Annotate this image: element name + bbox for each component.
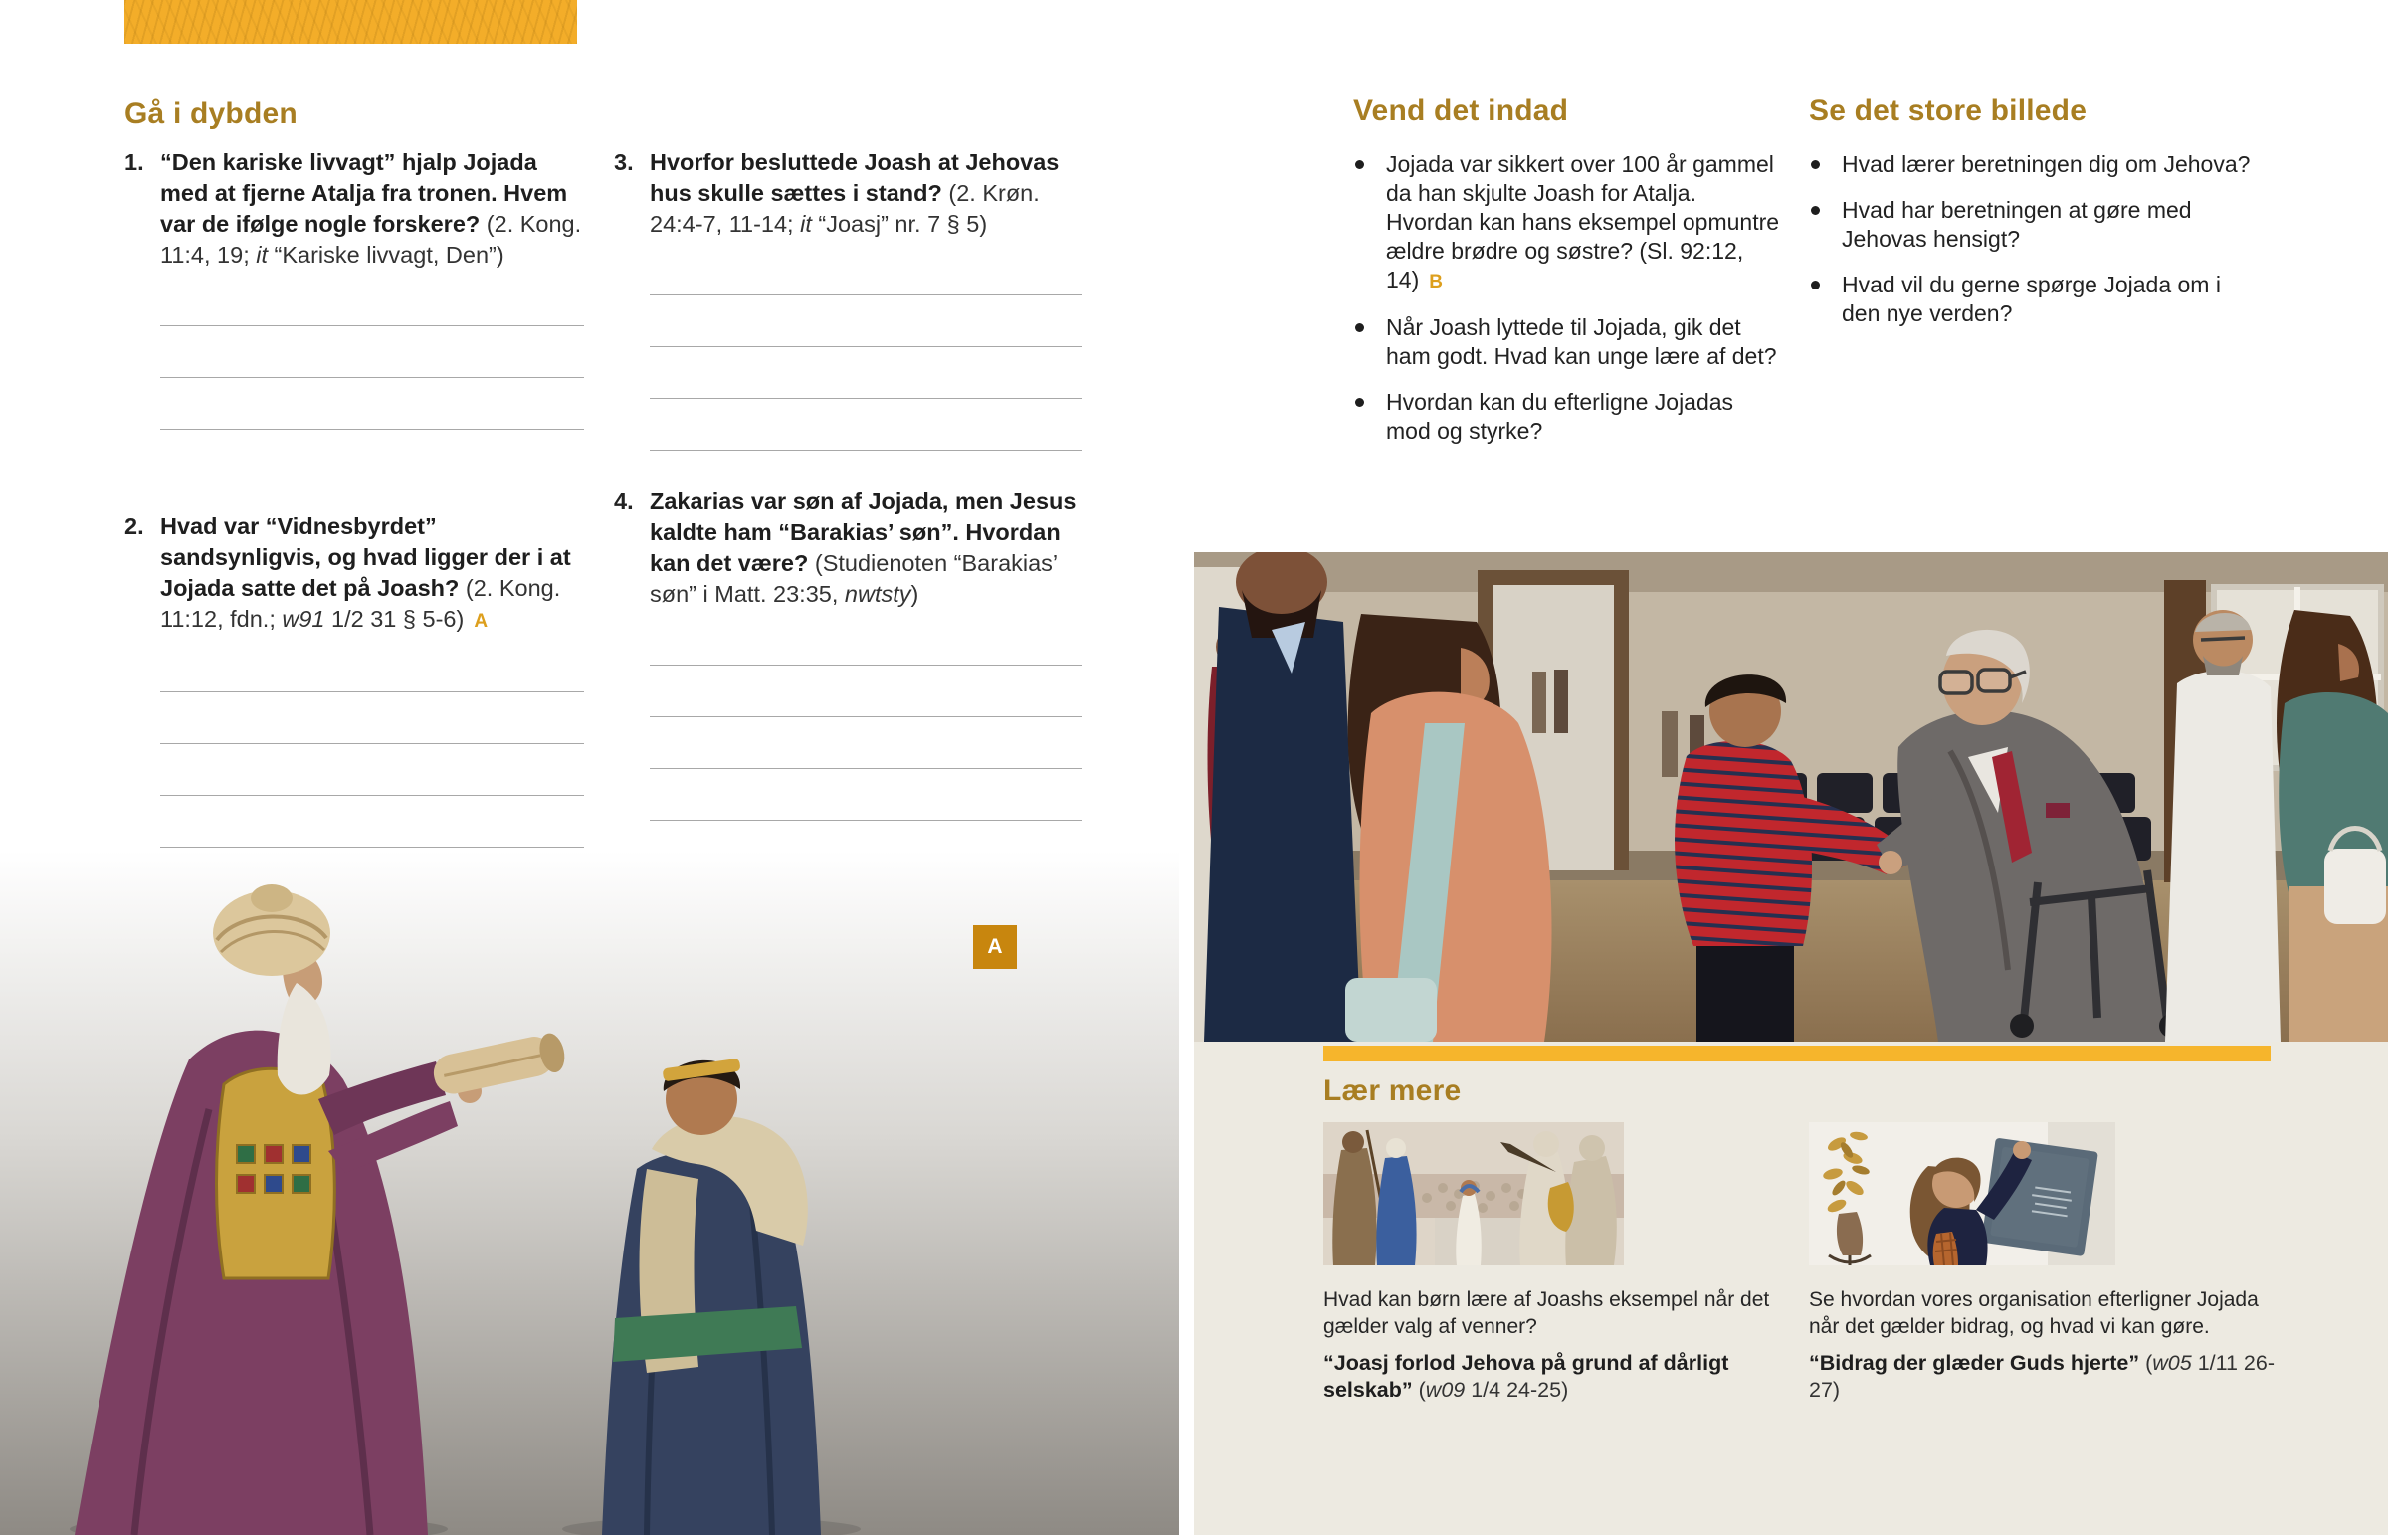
card-description: Hvad kan børn lære af Joashs eksempel når det gælder valg af venner? bbox=[1323, 1288, 1770, 1338]
answer-lines bbox=[650, 614, 1082, 821]
answer-line bbox=[160, 378, 584, 430]
bullet-item: Hvordan kan du efterligne Jojadas mod og styrke? bbox=[1353, 388, 1783, 446]
question-text: “Den kariske livvagt” hjalp Jojada med at fjerne Atalja fra tronen. Hvem var de ifølge nogle forskere? (2. Kong. 11:4, 19; it “Kariske livvagt, Den”) bbox=[160, 149, 582, 268]
question-4 bbox=[614, 486, 1082, 610]
answer-lines bbox=[650, 244, 1082, 451]
bullet-dot bbox=[1355, 323, 1364, 332]
thumbnail-contribution-box bbox=[1809, 1122, 2115, 1265]
card-title: “Bidrag der glæder Guds hjerte” (w05 1/11 26-27) bbox=[1809, 1351, 2275, 1402]
accent-bar bbox=[1323, 1046, 2271, 1061]
question-number: 2. bbox=[124, 513, 144, 539]
thumbnail-crowd-scene bbox=[1323, 1122, 1624, 1265]
bullet-dot bbox=[1355, 160, 1364, 169]
bullet-item: Hvad vil du gerne spørge Jojada om i den nye verden? bbox=[1809, 271, 2259, 328]
question-3 bbox=[614, 147, 1082, 240]
question-2 bbox=[124, 511, 584, 637]
question-text: Hvorfor besluttede Joash at Jehovas hus skulle sættes i stand? (2. Krøn. 24:4-7, 11-14; it “Joasj” nr. 7 § 5) bbox=[650, 149, 1060, 237]
marker-letter-a: A bbox=[474, 611, 489, 632]
section-big-picture bbox=[1809, 95, 2259, 345]
congregation-photo bbox=[1194, 552, 2388, 1042]
marker-letter-b: B bbox=[1429, 272, 1444, 292]
bullet-item: Jojada var sikkert over 100 år gammel da han skjulte Joash for Atalja. Hvordan kan hans eksempel opmuntre ældre brødre og søstre? (Sl. 92:12, 14) B bbox=[1353, 150, 1783, 296]
section-title-inward: Vend det indad bbox=[1353, 95, 1569, 127]
bullet-item: Når Joash lyttede til Jojada, gik det ham godt. Hvad kan unge lære af det? bbox=[1353, 313, 1783, 371]
answer-line bbox=[650, 769, 1082, 821]
answer-line bbox=[160, 641, 584, 692]
illustration-badge-a: A bbox=[973, 925, 1017, 969]
section-inward bbox=[1353, 95, 1783, 463]
answer-line bbox=[650, 717, 1082, 769]
answer-line bbox=[160, 430, 584, 481]
bullet-dot bbox=[1811, 160, 1820, 169]
bullet-dot bbox=[1811, 281, 1820, 289]
decorative-top-banner bbox=[124, 0, 577, 44]
answer-line bbox=[160, 275, 584, 326]
answer-lines bbox=[160, 275, 584, 481]
answer-line bbox=[650, 244, 1082, 295]
question-1 bbox=[124, 147, 584, 271]
question-text: Hvad var “Vidnesbyrdet” sandsynligvis, og hvad ligger der i at Jojada satte det på Joash? (2. Kong. 11:12, fdn.; w91 1/2 31 § 5-6) A bbox=[160, 513, 571, 632]
questions-column-2 bbox=[614, 147, 1082, 821]
answer-line bbox=[650, 399, 1082, 451]
learn-more-card-1 bbox=[1323, 1122, 1791, 1404]
answer-line bbox=[650, 295, 1082, 347]
answer-line bbox=[160, 326, 584, 378]
bullet-item: Hvad har beretningen at gøre med Jehovas hensigt? bbox=[1809, 196, 2259, 254]
question-number: 3. bbox=[614, 149, 634, 175]
answer-line bbox=[650, 666, 1082, 717]
answer-lines bbox=[160, 641, 584, 848]
card-title: “Joasj forlod Jehova på grund af dårligt selskab” (w09 1/4 24-25) bbox=[1323, 1351, 1729, 1402]
question-number: 1. bbox=[124, 149, 144, 175]
questions-column-1 bbox=[124, 147, 584, 848]
answer-line bbox=[160, 796, 584, 848]
bullet-dot bbox=[1811, 206, 1820, 215]
answer-line bbox=[160, 692, 584, 744]
answer-line bbox=[160, 744, 584, 796]
bullet-item: Hvad lærer beretningen dig om Jehova? bbox=[1809, 150, 2259, 179]
section-title-learn-more: Lær mere bbox=[1323, 1074, 1462, 1107]
answer-line bbox=[650, 614, 1082, 666]
card-description: Se hvordan vores organisation efterligner Jojada når det gælder bidrag, og hvad vi kan gøre. bbox=[1809, 1288, 2259, 1338]
learn-more-card-2 bbox=[1809, 1122, 2277, 1404]
section-title-go-deeper: Gå i dybden bbox=[124, 97, 298, 130]
question-number: 4. bbox=[614, 488, 634, 514]
question-text: Zakarias var søn af Jojada, men Jesus kaldte ham “Barakias’ søn”. Hvordan kan det være? (Studienoten “Barakias’ søn” i Matt. 23:35, nwtsty) bbox=[650, 488, 1077, 607]
section-title-big-picture: Se det store billede bbox=[1809, 95, 2088, 127]
bullet-dot bbox=[1355, 398, 1364, 407]
answer-line bbox=[650, 347, 1082, 399]
